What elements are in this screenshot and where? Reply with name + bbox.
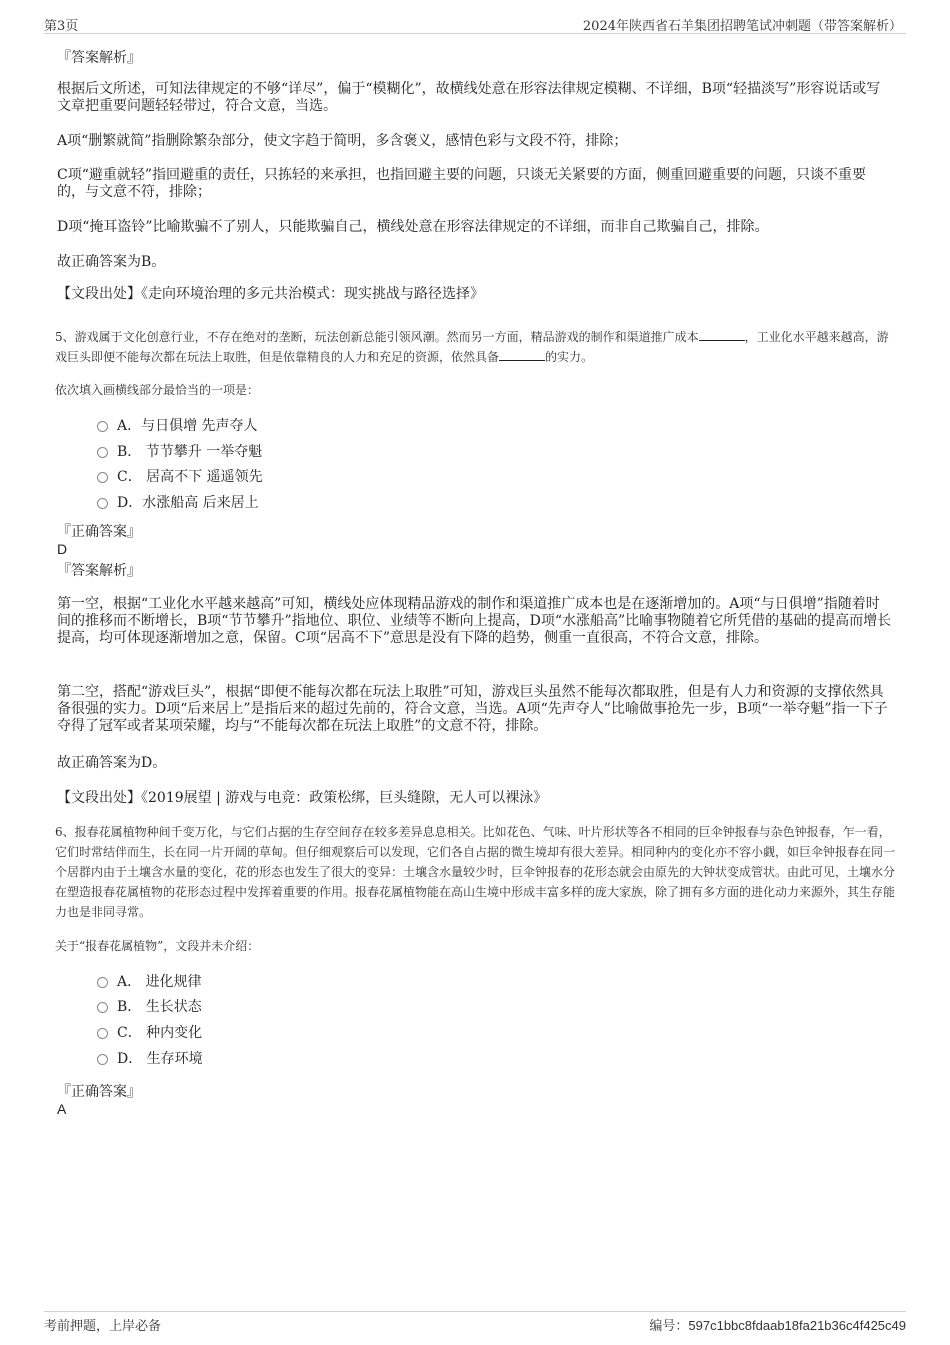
radio-icon[interactable] [97, 421, 108, 432]
page-header [44, 13, 906, 34]
radio-icon[interactable] [97, 1002, 108, 1013]
radio-icon[interactable] [97, 1028, 108, 1039]
q5-source: 【文段出处】《2019展望 | 游戏与电竞：政策松绑，巨头缝隙，无人可以裸泳》 [57, 790, 548, 806]
q6-option-d[interactable] [97, 1050, 203, 1068]
q6-option-a-label: A． 进化规律 [117, 974, 202, 990]
q5-correct-answer: D [57, 541, 68, 557]
q5-option-a-label: A．与日俱增 先声夺人 [117, 418, 258, 434]
q5-correct-label: 『正确答案』 [57, 524, 141, 540]
q5-prompt: 依次填入画横线部分最恰当的一项是： [55, 383, 260, 397]
radio-icon[interactable] [97, 498, 108, 509]
q6-option-b-label: B． 生长状态 [117, 999, 202, 1015]
q5-analysis-p2: 第二空，搭配“游戏巨头”，根据“即便不能每次都在玩法上取胜”可知，游戏巨头虽然不能每次都取胜，但是有人力和资源的支撑依然具备很强的实力。D项“后来居上”是指后来的超过先前的，符合文意，当选。A项“先声夺人”比喻做事抢先一步，B项“一举夺魁”指一下子夺得了冠军或者某项荣耀，均与“不能每次都在玩法上取胜”的文意不符，排除。 [57, 684, 888, 734]
q5-option-b-label: B． 节节攀升 一举夺魁 [117, 444, 263, 460]
document-title: 2024年陕西省石羊集团招聘笔试冲刺题（带答案解析） [582, 19, 902, 34]
q5-blank-1 [699, 328, 745, 341]
q6-correct-label: 『正确答案』 [57, 1084, 141, 1100]
q6-stem: 6、报春花属植物种间千变万化，与它们占据的生存空间存在较多差异息息相关。比如花色、气味、叶片形状等各不相同的巨伞钟报春与杂色钟报春，乍一看，它们时常结伴而生，长在同一片开阔的草甸。但仔细观察后可以发现，它们各自占据的微生境却有很大差异。相同种内的变化亦不容小觑，如巨伞钟报春在同一个居群内由于土壤含水量的变化，花的形态也发生了很大的变异：土壤含水量较少时，巨伞钟报春的花形态就会由原先的大钟状变成管状。由此可见，土壤水分在塑造报春花属植物的花形态过程中发挥着重要的作用。报春花属植物能在高山生境中形成丰富多样的庞大家族，除了拥有多方面的进化动力来源外，其生存能力也是非同寻常。 [55, 825, 896, 919]
q4-conclusion: 故正确答案为B。 [57, 254, 166, 270]
q6-correct-answer: A [57, 1101, 67, 1117]
q5-stem-part2: ，工业化水平越来越高，游戏巨头即便不能每次都在玩法上取胜，但是依靠精良的人力和充足的资源，依然具备 [55, 330, 889, 364]
q6-prompt: 关于“报春花属植物”，文段并未介绍： [55, 939, 260, 953]
footer-slogan: 考前押题，上岸必备 [44, 1319, 162, 1334]
q5-blank-2 [499, 348, 545, 361]
radio-icon[interactable] [97, 447, 108, 458]
q4-analysis-label: 『答案解析』 [57, 50, 141, 66]
q5-option-c-label: C． 居高不下 遥遥领先 [117, 469, 263, 485]
q5-option-c[interactable] [97, 468, 263, 486]
q5-option-b[interactable] [97, 443, 262, 461]
radio-icon[interactable] [97, 472, 108, 483]
q6-option-d-label: D． 生存环境 [117, 1051, 203, 1067]
q4-analysis-p3: C项“避重就轻”指回避重的责任，只拣轻的来承担，也指回避主要的问题，只谈无关紧要的方面，侧重回避重要的问题，只谈不重要的，与文意不符，排除； [57, 167, 867, 200]
q6-option-c-label: C． 种内变化 [117, 1025, 203, 1041]
q5-stem [55, 327, 891, 367]
q4-analysis-p4: D项“掩耳盗铃”比喻欺骗不了别人，只能欺骗自己，横线处意在形容法律规定的不详细，而非自己欺骗自己，排除。 [57, 219, 769, 235]
q6-option-a[interactable] [97, 973, 202, 991]
q5-option-d[interactable] [97, 494, 259, 512]
q5-stem-part1: 5、游戏属于文化创意行业，不存在绝对的垄断，玩法创新总能引领风潮。然而另一方面，精品游戏的制作和渠道推广成本 [55, 330, 699, 344]
q5-stem-part3: 的实力。 [545, 350, 594, 364]
q4-source: 【文段出处】《走向环境治理的多元共治模式：现实挑战与路径选择》 [57, 286, 484, 302]
q5-option-d-label: D．水涨船高 后来居上 [117, 495, 259, 511]
page-footer [44, 1311, 906, 1338]
page-number: 第3页 [44, 19, 79, 34]
q6-option-b[interactable] [97, 998, 202, 1016]
q4-analysis-p2: A项“删繁就简”指删除繁杂部分，使文字趋于简明，多含褒义，感情色彩与文段不符，排除； [57, 133, 628, 149]
q4-analysis-p1: 根据后文所述，可知法律规定的不够“详尽”，偏于“模糊化”，故横线处意在形容法律规定模糊、不详细，B项“轻描淡写”形容说话或写文章把重要问题轻轻带过，符合文意，当选。 [57, 81, 881, 114]
q5-analysis-label: 『答案解析』 [57, 563, 141, 579]
q6-option-c[interactable] [97, 1024, 202, 1042]
q5-option-a[interactable] [97, 417, 258, 435]
q5-analysis-p1: 第一空，根据“工业化水平越来越高”可知，横线处应体现精品游戏的制作和渠道推广成本也是在逐渐增加的。A项“与日俱增”指随着时间的推移而不断增长，B项“节节攀升”指地位、职位、业绩等不断向上提高，D项“水涨船高”比喻事物随着它所凭借的基础的提高而增长提高，均可体现逐渐增加之意，保留。C项“居高不下”意思是没有下降的趋势，侧重一直很高，不符合文意，排除。 [57, 596, 892, 646]
q5-conclusion: 故正确答案为D。 [57, 755, 167, 771]
radio-icon[interactable] [97, 977, 108, 988]
document-serial: 编号：597c1bbc8fdaab18fa21b36c4f425c49 [649, 1318, 906, 1333]
radio-icon[interactable] [97, 1054, 108, 1065]
